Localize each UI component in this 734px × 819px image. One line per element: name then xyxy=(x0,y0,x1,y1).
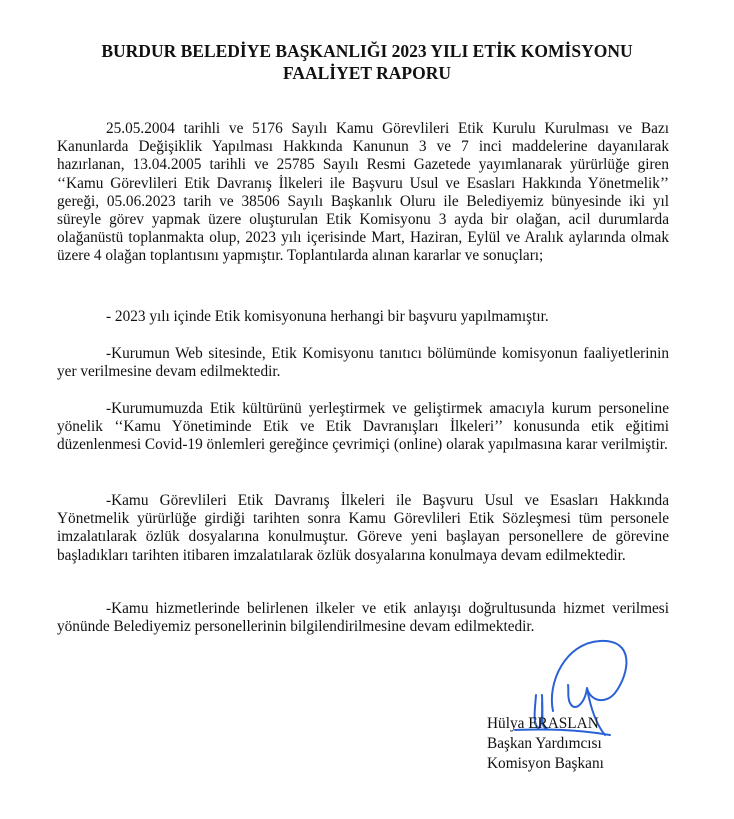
paragraph-training: -Kurumumuzda Etik kültürünü yerleştirmek ve geliştirmek amacıyla kurum personeline yönelik ‘‘Kamu Yönetiminde Etik ve Etik Davranışları İlkeleri’’ konusunda etik eğitimi düzenlenmesi Covid-19 önlemleri gereğince çevrimiçi (online) olarak yapılmasına karar verilmiştir. xyxy=(57,400,669,454)
paragraph-ethics-contract: -Kamu Görevlileri Etik Davranış İlkeleri ile Başvuru Usul ve Esasları Hakkında Yönetmelik yürürlüğe girdiği tarihten sonra Kamu Görevlileri Etik Sözleşmesi tüm personele imzalatılarak özlük dosyalarına konulmuştur. Göreve yeni başlayan personellere de görevine başladıkları tarihten itibaren imzalatılarak özlük dosyalarına konulmaya devam edilmektedir. xyxy=(57,492,669,564)
document-title xyxy=(40,40,694,84)
signature-block xyxy=(487,714,604,774)
paragraph-website: -Kurumun Web sitesinde, Etik Komisyonu tanıtıcı bölümünde komisyonun faaliyetlerinin yer verilmesine devam edilmektedir. xyxy=(57,345,669,381)
paragraph-intro: 25.05.2004 tarihli ve 5176 Sayılı Kamu Görevlileri Etik Kurulu Kurulması ve Bazı Kanunlarda Değişiklik Yapılması Hakkında Kanunun 3 ve 7 inci maddelerine dayanılarak hazırlanan, 13.04.2005 tarihli ve 25785 Sayılı Resmi Gazetede yayımlanarak yürürlüğe giren ‘‘Kamu Görevlileri Etik Davranış İlkeleri ile Başvuru Usul ve Esasları Hakkında Yönetmelik’’ gereği, 05.06.2023 tarih ve 38506 Sayılı Başkanlık Oluru ile Belediyemiz bünyesinde iki yıl süreyle görev yapmak üzere oluşturulan Etik Komisyonu 3 ayda bir olağan, acil durumlarda olağanüstü toplanmakta olup, 2023 yılı içerisinde Mart, Haziran, Eylül ve Aralık aylarında olmak üzere 4 olağan toplantısını yapmıştır. Toplantılarda alınan kararlar ve sonuçları; xyxy=(57,120,669,265)
title-line-2: FAALİYET RAPORU xyxy=(282,63,452,83)
title-line-1: BURDUR BELEDİYE BAŞKANLIĞI 2023 YILI ETİK KOMİSYONU xyxy=(101,41,633,61)
signatory-role: Başkan Yardımcısı xyxy=(487,735,602,752)
paragraph-no-applications: - 2023 yılı içinde Etik komisyonuna herhangi bir başvuru yapılmamıştır. xyxy=(106,308,549,325)
signatory-committee-role: Komisyon Başkanı xyxy=(487,755,604,772)
signatory-name: Hülya ERASLAN xyxy=(487,715,599,732)
paragraph-informing-staff: -Kamu hizmetlerinde belirlenen ilkeler ve etik anlayışı doğrultusunda hizmet verilmesi yönünde Belediyemiz personellerinin bilgilendirilmesine devam edilmektedir. xyxy=(57,600,669,636)
